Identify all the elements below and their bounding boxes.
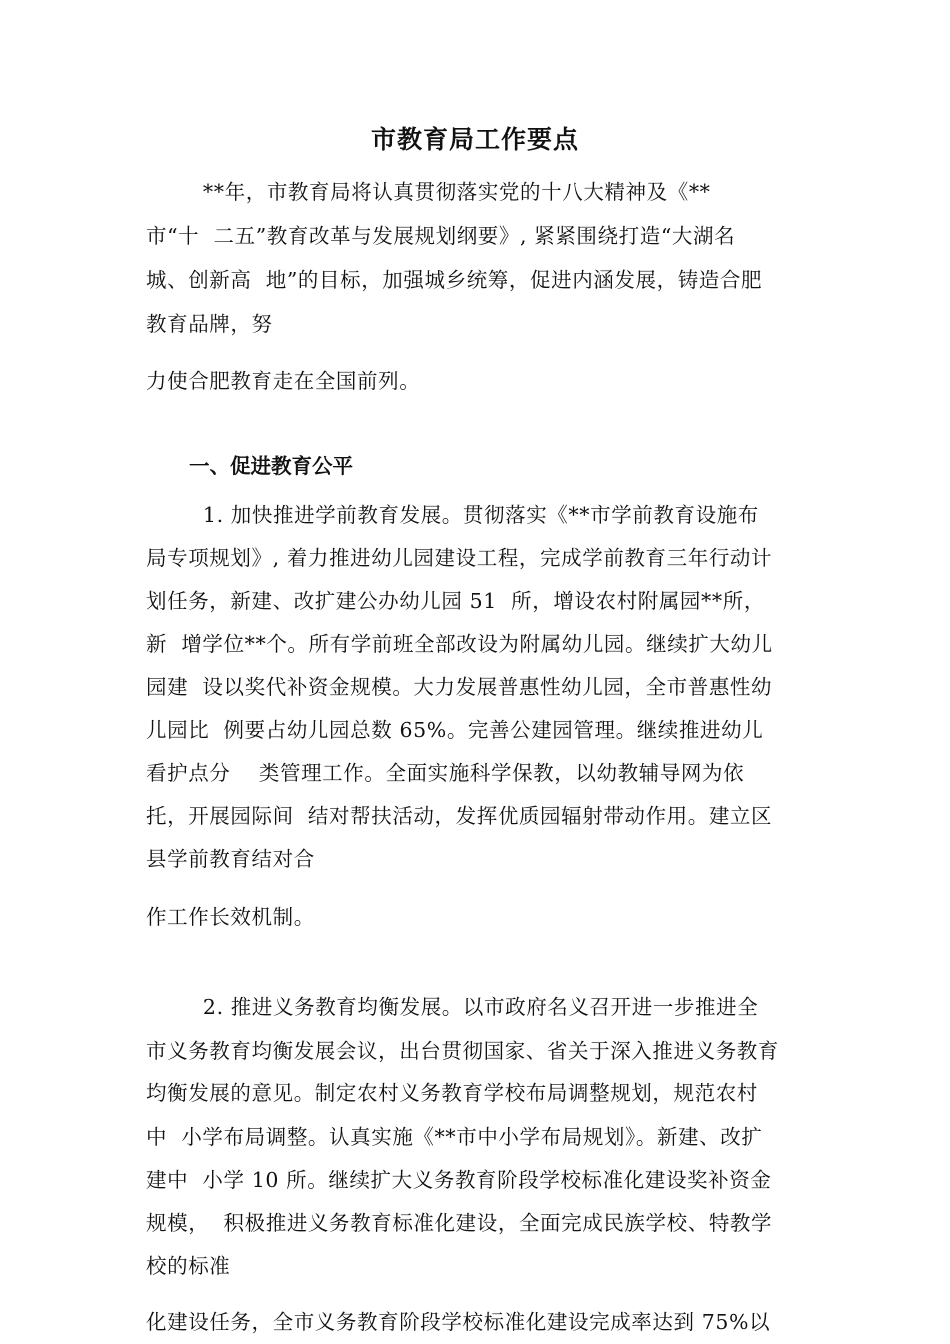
item2-tail: 化建设任务，全市义务教育阶段学校标准化建设完成率达到 75%以 bbox=[146, 1310, 771, 1334]
item1-line-6: 儿园比 例要占幼儿园总数 65%。完善公建园管理。继续推进幼儿 bbox=[146, 718, 764, 742]
item2-line-3: 均衡发展的意见。制定农村义务教育学校布局调整规划，规范农村 bbox=[146, 1081, 758, 1105]
item1-line-7: 看护点分 类管理工作。全面实施科学保教，以幼教辅导网为依 bbox=[146, 761, 745, 785]
item1-line-1: 1. 加快推进学前教育发展。贯彻落实《**市学前教育设施布 bbox=[146, 503, 759, 527]
intro-line-3: 城、创新高 地”的目标，加强城乡统筹，促进内涵发展，铸造合肥 bbox=[146, 268, 763, 292]
intro-tail: 力使合肥教育走在全国前列。 bbox=[146, 369, 421, 393]
document-title: 市教育局工作要点 bbox=[370, 125, 579, 154]
item1-tail: 作工作长效机制。 bbox=[146, 905, 315, 929]
intro-line-4: 教育品牌，努 bbox=[146, 312, 273, 336]
section-heading: 一、促进教育公平 bbox=[189, 454, 353, 478]
item1-line-5: 园建 设以奖代补资金规模。大力发展普惠性幼儿园，全市普惠性幼 bbox=[146, 675, 773, 699]
item2-line-2: 市义务教育均衡发展会议，出台贯彻国家、省关于深入推进义务教育 bbox=[146, 1039, 779, 1063]
item2-line-6: 规模， 积极推进义务教育标准化建设，全面完成民族学校、特教学 bbox=[146, 1211, 773, 1235]
item1-line-2: 局专项规划》, 着力推进幼儿园建设工程，完成学前教育三年行动计 bbox=[146, 546, 773, 570]
intro-line-1: **年，市教育局将认真贯彻落实党的十八大精神及《** bbox=[146, 180, 711, 204]
intro-line-2: 市“十 二五”教育改革与发展规划纲要》, 紧紧围绕打造“大湖名 bbox=[146, 224, 736, 248]
item2-line-4: 中 小学布局调整。认真实施《**市中小学布局规划》。新建、改扩 bbox=[146, 1125, 763, 1149]
item2-line-1: 2. 推进义务教育均衡发展。以市政府名义召开进一步推进全 bbox=[146, 995, 759, 1019]
item2-line-5: 建中 小学 10 所。继续扩大义务教育阶段学校标准化建设奖补资金 bbox=[146, 1168, 772, 1192]
item1-line-3: 划任务，新建、改扩建公办幼儿园 51 所，增设农村附属园**所， bbox=[146, 589, 765, 613]
item1-line-4: 新 增学位**个。所有学前班全部改设为附属幼儿园。继续扩大幼儿 bbox=[146, 632, 773, 656]
item2-line-7: 校的标准 bbox=[146, 1254, 231, 1278]
item1-line-9: 县学前教育结对合 bbox=[146, 847, 315, 871]
item1-line-8: 托，开展园际间 结对帮扶活动，发挥优质园辐射带动作用。建立区 bbox=[146, 804, 773, 828]
